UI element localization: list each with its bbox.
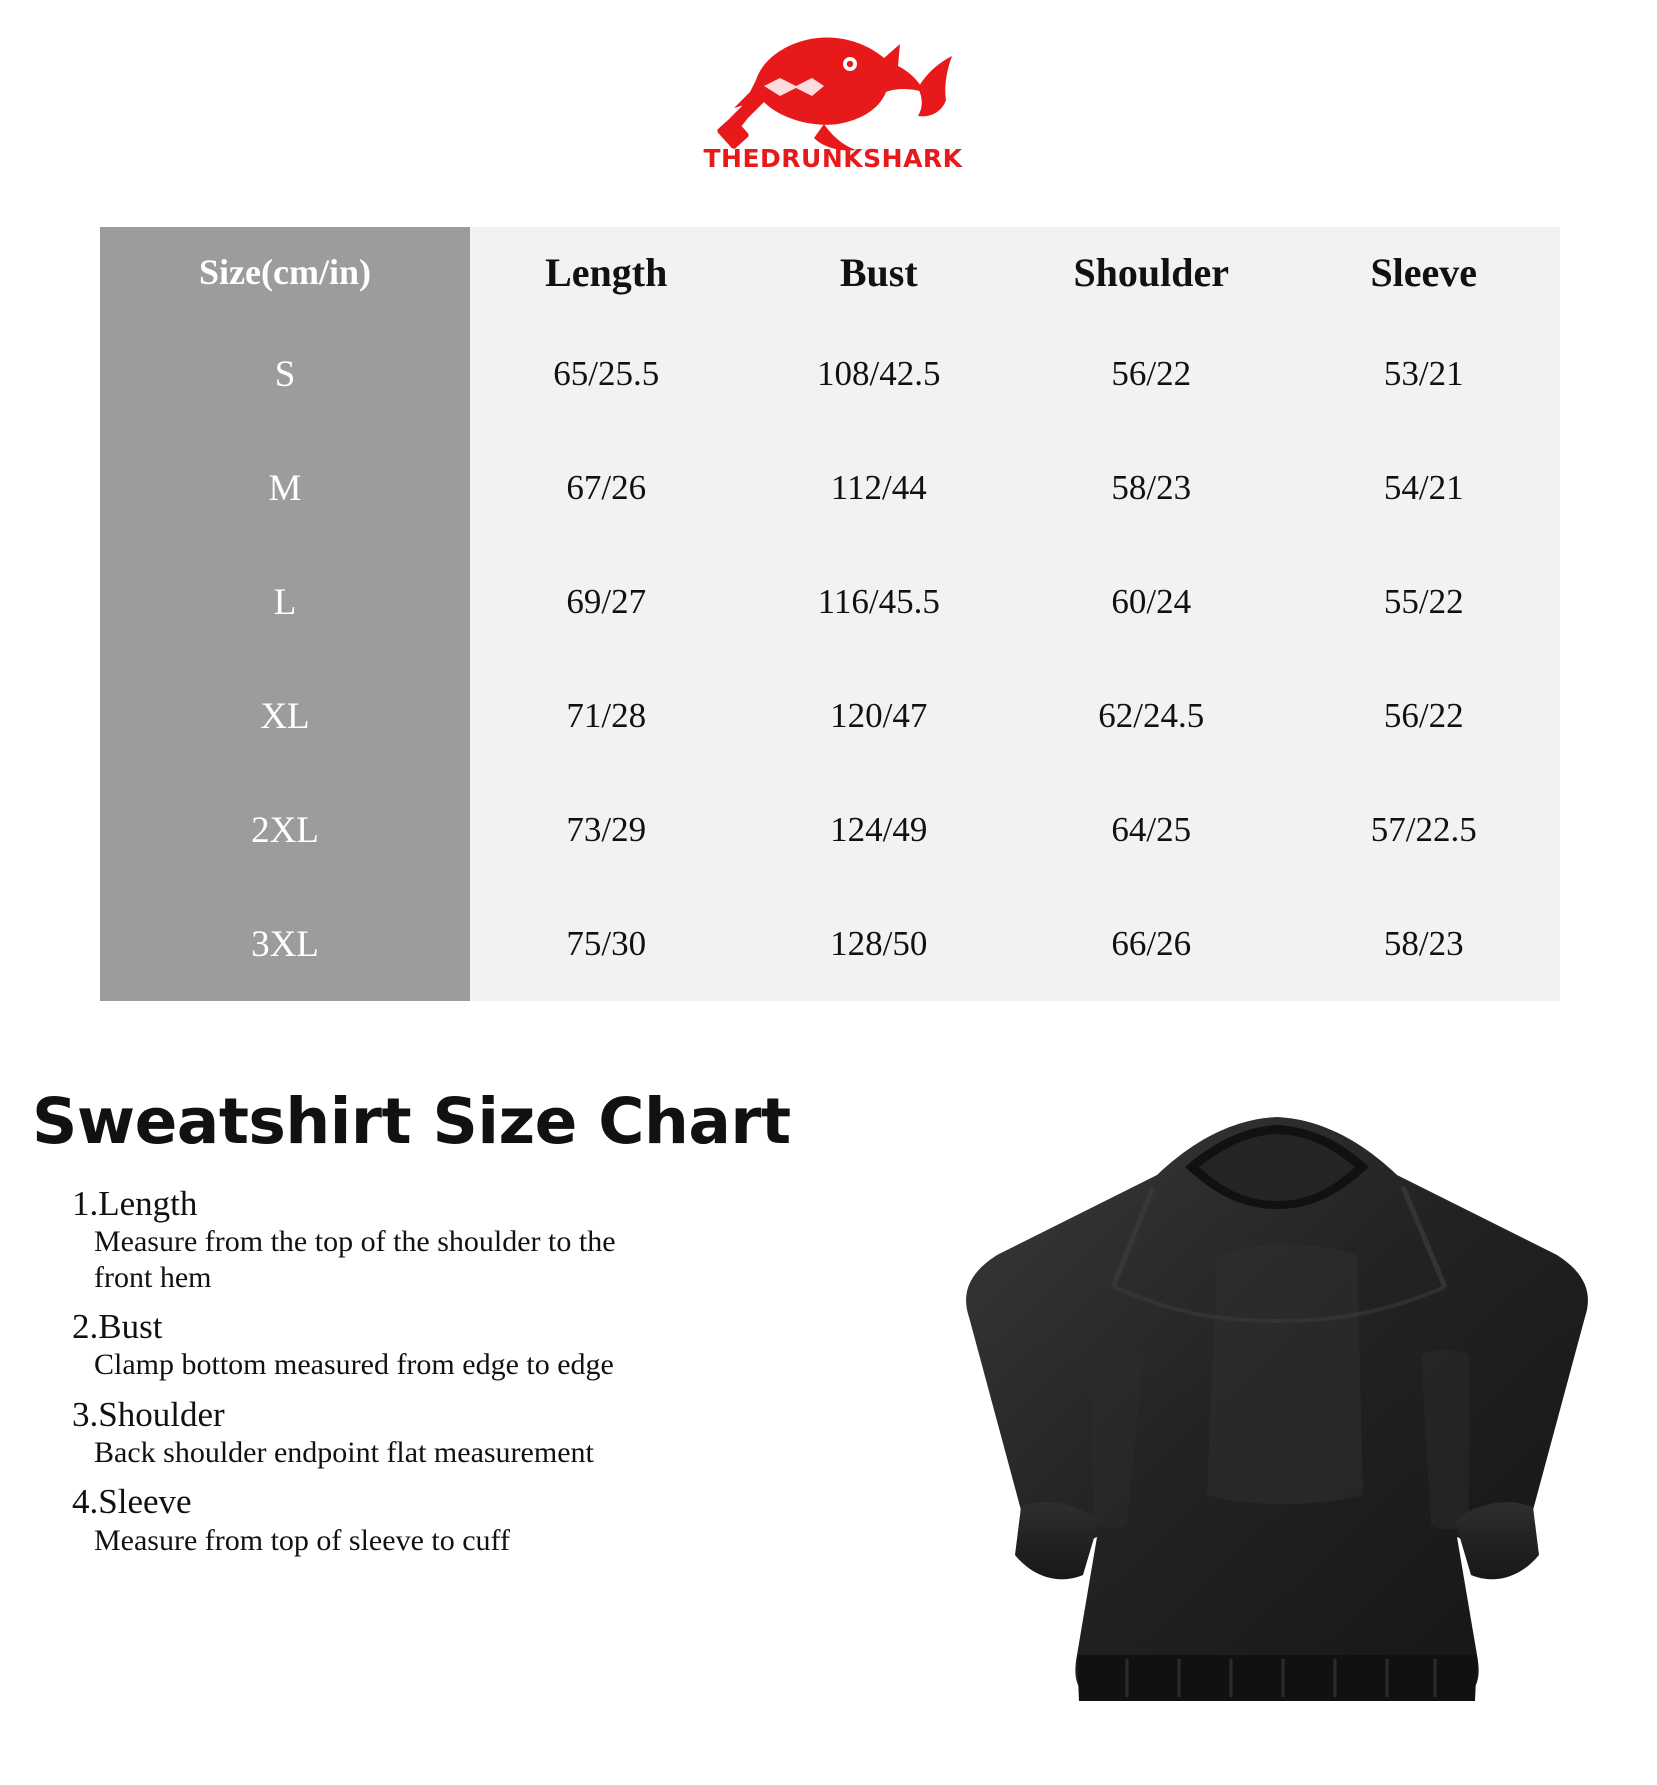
guide-item-desc: Back shoulder endpoint flat measurement bbox=[94, 1435, 594, 1469]
cell-length: 65/25.5 bbox=[553, 354, 660, 393]
measurement-guide-section bbox=[0, 1055, 1657, 1785]
cell-sleeve: 55/22 bbox=[1383, 582, 1464, 621]
page-title: Sweatshirt Size Chart bbox=[32, 1085, 791, 1158]
brand-logo-container bbox=[0, 0, 1657, 183]
guide-item-title: 3.Shoulder bbox=[72, 1394, 225, 1434]
cell-bust: 108/42.5 bbox=[817, 354, 941, 393]
cell-length: 75/30 bbox=[566, 924, 647, 963]
cell-shoulder: 58/23 bbox=[1111, 468, 1192, 507]
table-row bbox=[100, 431, 1560, 545]
guide-item-title: 1.Length bbox=[72, 1184, 198, 1223]
brand-name: THEDRUNKSHARK bbox=[703, 144, 963, 173]
column-header-length: Length bbox=[545, 249, 668, 295]
list-item bbox=[32, 1482, 862, 1558]
column-header-bust: Bust bbox=[839, 249, 918, 295]
cell-sleeve: 56/22 bbox=[1383, 696, 1464, 735]
list-item bbox=[32, 1307, 862, 1383]
product-image bbox=[917, 1055, 1637, 1785]
table-header-row bbox=[100, 227, 1560, 317]
table-row bbox=[100, 887, 1560, 1001]
measurement-guide-text bbox=[32, 1085, 862, 1570]
cell-shoulder: 62/24.5 bbox=[1098, 696, 1205, 735]
cell-size: S bbox=[100, 317, 470, 431]
cell-bust: 116/45.5 bbox=[817, 582, 940, 621]
cell-sleeve: 58/23 bbox=[1383, 924, 1464, 963]
column-header-sleeve: Sleeve bbox=[1370, 249, 1478, 295]
black-crewneck-sweatshirt-photo bbox=[917, 1055, 1637, 1785]
table-row bbox=[100, 545, 1560, 659]
cell-size: 2XL bbox=[100, 773, 470, 887]
column-header-size: Size(cm/in) bbox=[100, 227, 470, 317]
cell-sleeve: 53/21 bbox=[1383, 354, 1464, 393]
cell-bust: 124/49 bbox=[830, 810, 928, 849]
list-item bbox=[32, 1184, 862, 1295]
guide-item-desc: Clamp bottom measured from edge to edge bbox=[94, 1348, 614, 1382]
guide-item-title: 4.Sleeve bbox=[72, 1482, 192, 1522]
table-row bbox=[100, 317, 1560, 431]
size-table-container bbox=[100, 227, 1560, 1001]
size-table bbox=[100, 227, 1560, 1001]
cell-bust: 112/44 bbox=[830, 468, 927, 507]
cell-bust: 120/47 bbox=[830, 696, 928, 735]
cell-shoulder: 60/24 bbox=[1111, 582, 1192, 621]
cell-size: 3XL bbox=[100, 887, 470, 1001]
cell-size: XL bbox=[100, 659, 470, 773]
guide-item-title: 2.Bust bbox=[72, 1307, 163, 1347]
column-header-shoulder: Shoulder bbox=[1073, 249, 1230, 295]
table-row bbox=[100, 659, 1560, 773]
cell-size: M bbox=[100, 431, 470, 545]
cell-bust: 128/50 bbox=[830, 924, 928, 963]
guide-item-desc: Measure from the top of the shoulder to the front hem bbox=[94, 1225, 616, 1294]
cell-length: 73/29 bbox=[566, 810, 647, 849]
cell-length: 69/27 bbox=[566, 582, 647, 621]
cell-shoulder: 66/26 bbox=[1111, 924, 1192, 963]
brand-logo bbox=[703, 8, 963, 183]
cell-length: 71/28 bbox=[566, 696, 647, 735]
list-item bbox=[32, 1395, 862, 1471]
cell-shoulder: 64/25 bbox=[1111, 810, 1192, 849]
cell-sleeve: 54/21 bbox=[1383, 468, 1464, 507]
cell-sleeve: 57/22.5 bbox=[1370, 810, 1477, 849]
guide-item-desc: Measure from top of sleeve to cuff bbox=[94, 1523, 510, 1557]
table-row bbox=[100, 773, 1560, 887]
cell-size: L bbox=[100, 545, 470, 659]
cell-shoulder: 56/22 bbox=[1111, 354, 1192, 393]
cell-length: 67/26 bbox=[566, 468, 647, 507]
